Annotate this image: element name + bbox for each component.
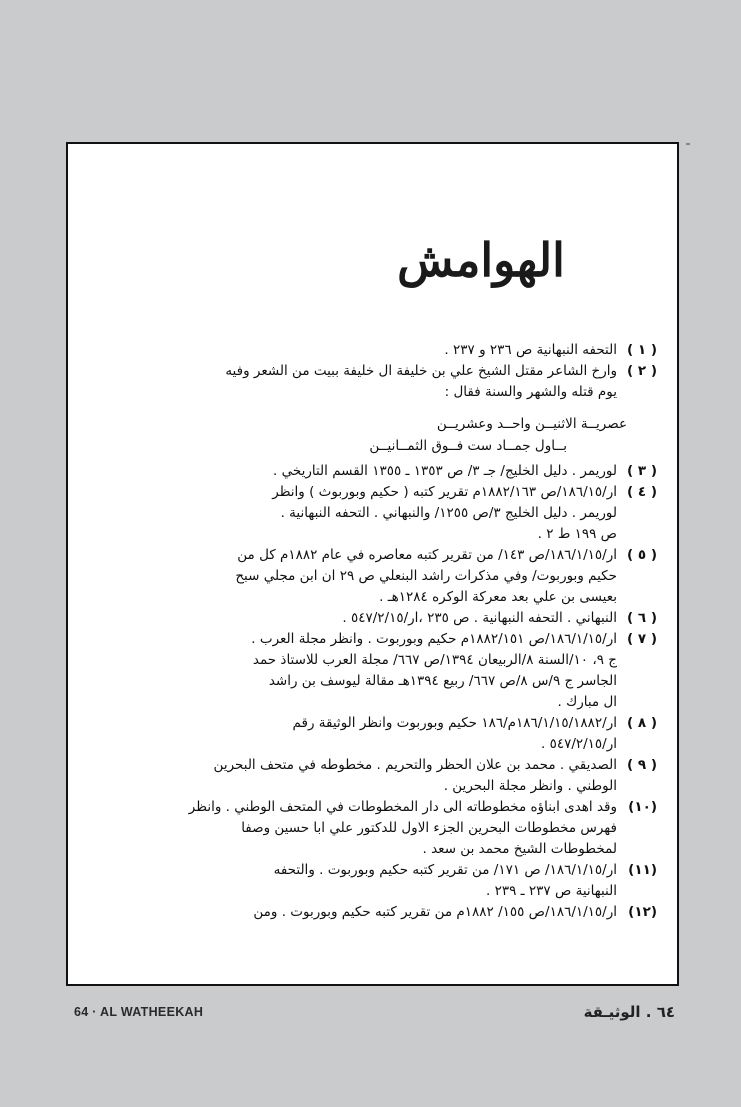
footnote bbox=[84, 797, 657, 860]
footnote bbox=[84, 860, 657, 902]
heading-calligraphy bbox=[376, 214, 586, 310]
footnote-line: لوريمر . دليل الخليج ٣/ص ١٢٥٥/ والنبهاني . التحفه النبهانية . bbox=[280, 505, 617, 521]
footnote-line: يوم قتله والشهر والسنة فقال : bbox=[444, 384, 617, 400]
footnote bbox=[84, 461, 657, 482]
page-frame bbox=[66, 142, 679, 986]
footnote-number: ( ٢ ) bbox=[627, 363, 657, 379]
poem-line-2: بــاول جمــاد ست فــوق الثمــانيــن bbox=[369, 438, 567, 454]
footer-page-number-latin: 64 · AL WATHEEKAH bbox=[74, 1005, 204, 1019]
footer-page-number-arabic: ٦٤ . الوثيـقة bbox=[583, 1003, 675, 1021]
footnote-text bbox=[84, 608, 617, 629]
footnote-text bbox=[84, 545, 617, 608]
footnote-number: ( ٥ ) bbox=[627, 547, 657, 563]
page-heading: الهوامش bbox=[397, 233, 565, 287]
footnote-line: بعيسى بن علي بعد معركة الوكره ١٢٨٤هـ . bbox=[379, 589, 617, 605]
footnote-number: (١١) bbox=[628, 862, 657, 878]
footnote-line: ار/١٨٦/١/١٥/ص ١٥٥/ ١٨٨٢م من تقرير كتبه حكيم وبوربوت . ومن bbox=[253, 904, 617, 920]
footnote-text bbox=[84, 482, 617, 545]
footnote-line: ار/١٨٦/١/١٥/ص ١٤٣/ من تقرير كتبه معاصره في عام ١٨٨٢م كل من bbox=[237, 547, 617, 563]
footnote-number: ( ٣ ) bbox=[627, 463, 657, 479]
footnote-line: فهرس مخطوطات البحرين الجزء الاول للدكتور علي ابا حسين وصفا bbox=[241, 820, 617, 836]
footnote-line: ار/١٨٦/١/١٥/ ص ١٧١/ من تقرير كتبه حكيم وبوربوت . والتحفه bbox=[273, 862, 617, 878]
footnote-text bbox=[84, 361, 617, 403]
footnote-text bbox=[84, 902, 617, 923]
footnote-number: ( ٨ ) bbox=[627, 715, 657, 731]
footnote-line: ار/١٨٦/١٥/ص ١٨٨٢/١٦٣م تقرير كتبه ( حكيم وبوربوث ) وانظر bbox=[272, 484, 617, 500]
footnote-line: حكيم وبوربوت/ وفي مذكرات راشد البنعلي ص ٢٩ ان ابن مجلي سبح bbox=[235, 568, 617, 584]
footnote-line: لوريمر . دليل الخليج/ جـ ٣/ ص ١٣٥٣ ـ ١٣٥٥ القسم التاريخي . bbox=[273, 463, 617, 479]
footnotes bbox=[84, 340, 657, 923]
footnote-line: التحفه النبهانية ص ٢٣٦ و ٢٣٧ . bbox=[444, 342, 617, 358]
footnote-text bbox=[84, 755, 617, 797]
page-footer bbox=[74, 1003, 675, 1023]
footnote-number: (١٠) bbox=[628, 799, 657, 815]
poem-line-1: عصريــة الاثنيــن واحــد وعشريــن bbox=[436, 416, 627, 432]
footnote-line: النبهانية ص ٢٣٧ ـ ٢٣٩ . bbox=[486, 883, 617, 899]
footnote bbox=[84, 902, 657, 923]
footnote-text bbox=[84, 340, 617, 361]
footnote-line: ار/٥٤٧/٢/١٥ . bbox=[540, 736, 617, 752]
footnote-line: وقد اهدى ابناؤه مخطوطاته الى دار المخطوطات في المتحف الوطني . وانظر bbox=[188, 799, 617, 815]
footnote-line: ص ١٩٩ ط ٢ . bbox=[537, 526, 617, 542]
footnote-text bbox=[84, 797, 617, 860]
footnote-line: الوطني . وانظر مجلة البحرين . bbox=[443, 778, 617, 794]
footnote-number: ( ٦ ) bbox=[627, 610, 657, 626]
footnote bbox=[84, 545, 657, 608]
footnote-line: الصديقي . محمد بن علان الحظر والتحريم . مخطوطه في متحف البحرين bbox=[213, 757, 617, 773]
footnote-number: ( ١ ) bbox=[627, 342, 657, 358]
footnote bbox=[84, 629, 657, 713]
footnote bbox=[84, 755, 657, 797]
footnote bbox=[84, 361, 657, 403]
footnote-number: ( ٤ ) bbox=[627, 484, 657, 500]
footnote bbox=[84, 482, 657, 545]
footnote-text bbox=[84, 629, 617, 713]
footnote-line: النبهاني . التحفه النبهانية . ص ٢٣٥ ،ار/٥٤٧/٢/١٥ . bbox=[342, 610, 617, 626]
footnote-line: الجاسر ج ٩/س ٨/ص ٦٦٧/ ربيع ١٣٩٤هـ مقالة ليوسف بن راشد bbox=[268, 673, 617, 689]
footnote-text bbox=[84, 461, 617, 482]
footnote-line: ج ٩، ١٠/السنة ٨/الربيعان ١٣٩٤/ص ٦٦٧/ مجلة العرب للاستاذ حمد bbox=[252, 652, 617, 668]
footnotes-part-2 bbox=[84, 461, 657, 923]
scan-mark bbox=[686, 143, 690, 145]
footnote bbox=[84, 713, 657, 755]
footnote bbox=[84, 608, 657, 629]
footnote-text bbox=[84, 860, 617, 902]
footnote bbox=[84, 340, 657, 361]
footnote-line: ال مبارك . bbox=[557, 694, 617, 710]
footnote-line: وارخ الشاعر مقتل الشيخ علي بن خليفة ال خليفة ببيت من الشعر وفيه bbox=[225, 363, 617, 379]
poem-verse bbox=[84, 413, 657, 457]
footnote-number: ( ٩ ) bbox=[627, 757, 657, 773]
footnote-number: (١٢) bbox=[628, 904, 657, 920]
footnote-line: ار/١٨٦/١/١٥/ص ١٨٨٢/١٥١م حكيم وبوربوت . وانظر مجلة العرب . bbox=[251, 631, 617, 647]
footnote-number: ( ٧ ) bbox=[627, 631, 657, 647]
footnote-line: لمخطوطات الشيخ محمد بن سعد . bbox=[422, 841, 617, 857]
footnote-text bbox=[84, 713, 617, 755]
footnotes-part-1 bbox=[84, 340, 657, 403]
footnote-line: ار/١٨٦/١/١٥/١٨٨٢م/١٨٦ حكيم وبوربوت وانظر الوثيقة رقم bbox=[292, 715, 617, 731]
